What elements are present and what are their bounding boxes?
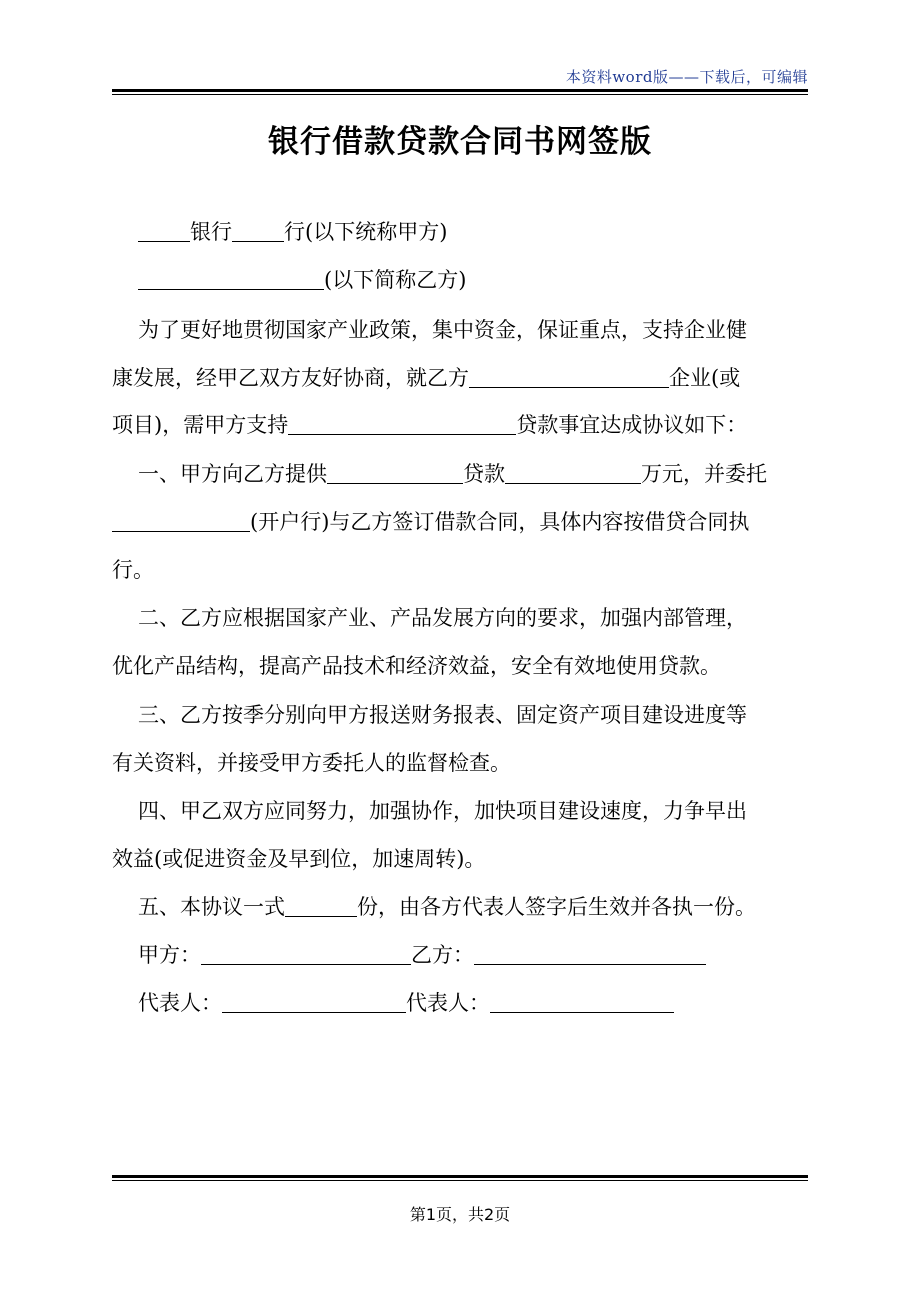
clause-2-line-1: 二、乙方应根据国家产业、产品发展方向的要求，加强内部管理， bbox=[138, 606, 747, 630]
clause-5-text-b: 份，由各方代表人签字后生效并各执一份。 bbox=[357, 895, 756, 919]
branch-suffix: 行(以下统称甲方) bbox=[284, 220, 448, 244]
clause-3-line-1: 三、乙方按季分别向甲方报送财务报表、固定资产项目建设进度等 bbox=[138, 703, 747, 727]
clause-1-text-a: 一、甲方向乙方提供 bbox=[138, 462, 327, 486]
preamble-line-3 bbox=[112, 413, 747, 437]
party-a-label: 甲方： bbox=[138, 943, 201, 967]
bank-name-blank[interactable] bbox=[138, 221, 190, 242]
clause-1-line-3: 行。 bbox=[112, 558, 154, 582]
bank-branch-blank[interactable] bbox=[112, 511, 250, 532]
clause-1-text-c: 万元，并委托 bbox=[641, 462, 767, 486]
rep-b-signature-blank[interactable] bbox=[490, 992, 674, 1013]
copies-blank[interactable] bbox=[285, 896, 357, 917]
party-b-signature-blank[interactable] bbox=[474, 944, 706, 965]
preamble-line-2-text: 康发展，经甲乙双方友好协商，就乙方 bbox=[112, 366, 469, 390]
signature-parties-line bbox=[138, 943, 706, 967]
signature-reps-line bbox=[138, 991, 674, 1015]
document-title: 银行借款贷款合同书网签版 bbox=[268, 124, 652, 160]
clause-1-line-2 bbox=[112, 510, 749, 534]
clause-5-line bbox=[138, 895, 756, 919]
party-b-suffix: (以下简称乙方) bbox=[324, 268, 467, 292]
rep-a-label: 代表人： bbox=[138, 991, 222, 1015]
party-a-signature-blank[interactable] bbox=[201, 944, 411, 965]
preamble-line-3-text: 项目)，需甲方支持 bbox=[112, 413, 289, 437]
preamble-line-1: 为了更好地贯彻国家产业政策，集中资金，保证重点，支持企业健 bbox=[138, 318, 747, 342]
party-b-label: 乙方： bbox=[411, 943, 474, 967]
preamble-line-2-tail: 企业(或 bbox=[669, 366, 741, 390]
footer-rule bbox=[112, 1175, 808, 1178]
clause-5-text-a: 五、本协议一式 bbox=[138, 895, 285, 919]
header-rule bbox=[112, 89, 808, 92]
header-note: 本资料word版——下载后，可编辑 bbox=[565, 68, 808, 86]
bank-word: 银行 bbox=[190, 220, 232, 244]
rep-a-signature-blank[interactable] bbox=[222, 992, 406, 1013]
page-number: 第1页，共2页 bbox=[409, 1205, 511, 1224]
clause-3-line-2: 有关资料，并接受甲方委托人的监督检查。 bbox=[112, 751, 511, 775]
header-rule-thin bbox=[112, 94, 808, 95]
clause-2-line-2: 优化产品结构，提高产品技术和经济效益，安全有效地使用贷款。 bbox=[112, 654, 721, 678]
loan-amount-blank[interactable] bbox=[505, 463, 641, 484]
preamble-line-3-tail: 贷款事宜达成协议如下： bbox=[516, 413, 748, 437]
clause-1-text-d: (开户行)与乙方签订借款合同，具体内容按借贷合同执 bbox=[250, 510, 750, 534]
clause-4-line-2: 效益(或促进资金及早到位，加速周转)。 bbox=[112, 847, 486, 871]
branch-name-blank[interactable] bbox=[232, 221, 284, 242]
loan-type-blank[interactable] bbox=[327, 463, 463, 484]
clause-4-line-1: 四、甲乙双方应同努力，加强协作，加快项目建设速度，力争早出 bbox=[138, 799, 747, 823]
party-b-line bbox=[138, 268, 466, 292]
preamble-line-2 bbox=[112, 366, 740, 390]
footer-rule-thin bbox=[112, 1180, 808, 1181]
support-blank[interactable] bbox=[288, 414, 516, 435]
enterprise-blank[interactable] bbox=[469, 367, 669, 388]
rep-b-label: 代表人： bbox=[406, 991, 490, 1015]
party-b-name-blank[interactable] bbox=[138, 269, 324, 290]
clause-1-line-1 bbox=[138, 462, 767, 486]
clause-1-text-b: 贷款 bbox=[463, 462, 505, 486]
party-a-line bbox=[138, 220, 447, 244]
